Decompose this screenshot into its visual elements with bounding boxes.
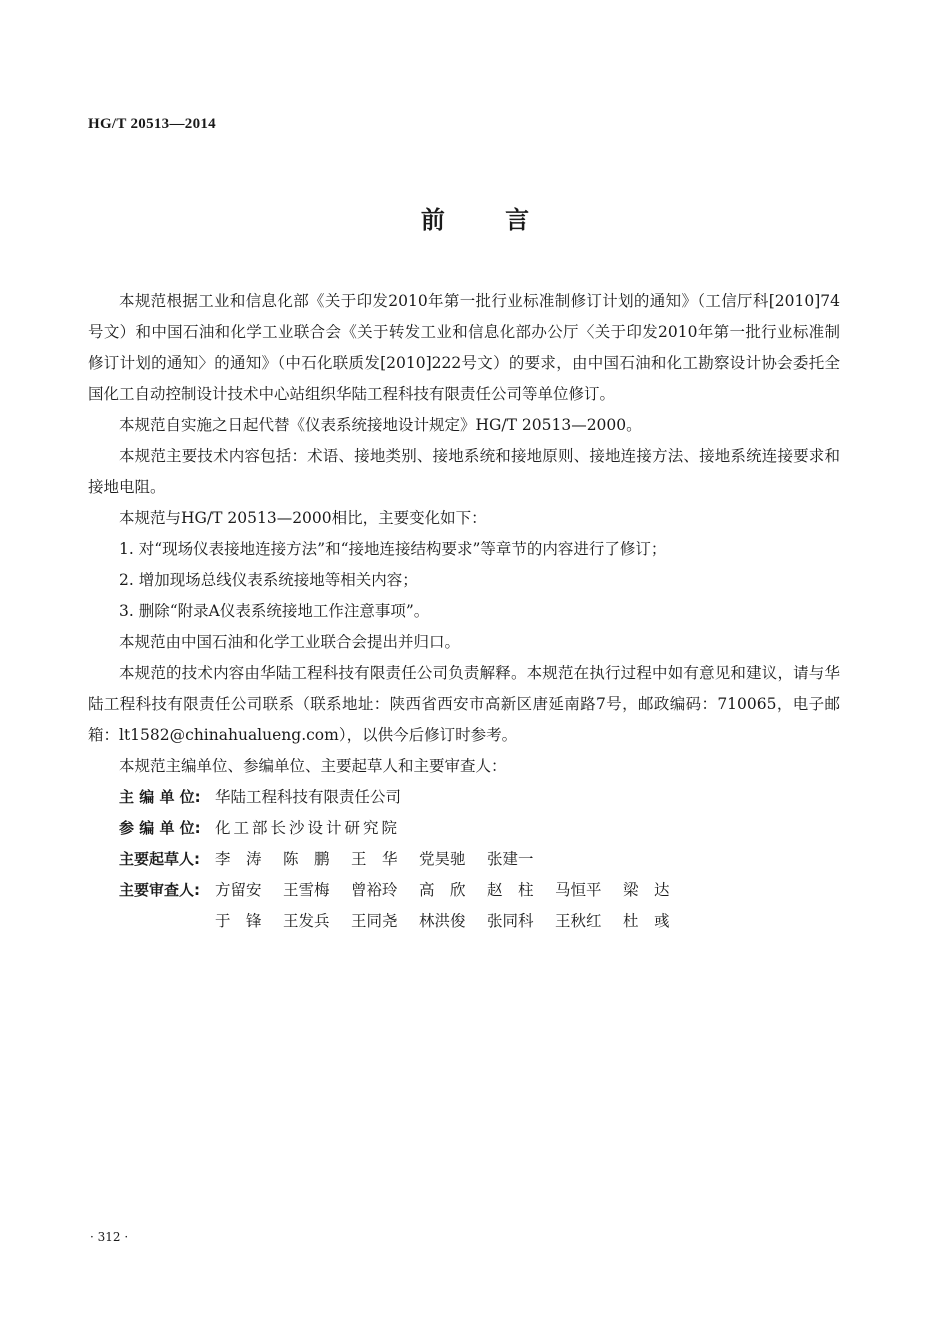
drafter-name: 党昊驰 [419,850,466,868]
drafter-name: 陈 鹏 [283,850,330,868]
reviewer-name: 张同科 [487,912,534,930]
reviewers-row-2 [119,906,840,937]
reviewer-name: 林洪俊 [419,912,466,930]
drafters-row [119,844,840,875]
reviewer-name: 马恒平 [555,881,602,899]
paragraph-basis: 本规范根据工业和信息化部《关于印发2010年第一批行业标准制修订计划的通知》（工信厅科[2010]74号文）和中国石油和化学工业联合会《关于转发工业和信息化部办公厅〈关于印发2010年第一批行业标准制修订计划的通知〉的通知》（中石化联质发[2010]222号文）的要求，由中国石油和化工勘察设计协会委托全国化工自动控制设计技术中心站组织华陆工程科技有限责任公司等单位修订。 [88,292,840,403]
reviewers-label: 主要审查人: [119,881,201,899]
standard-code: HG/T 20513—2014 [88,116,216,132]
participant-unit-value: 化工部长沙设计研究院 [215,819,401,837]
drafter-name: 王 华 [351,850,398,868]
drafter-name: 张建一 [487,850,534,868]
reviewers-names-1 [215,875,691,906]
chief-unit-value: 华陆工程科技有限责任公司 [215,788,402,806]
reviewer-name: 王雪梅 [283,881,330,899]
paragraph-changes: 本规范与HG/T 20513—2000相比，主要变化如下： [119,509,487,527]
participant-unit-label: 参 编 单 位: [119,819,201,837]
reviewers-row-1 [119,875,840,906]
title-char-1: 前 [420,206,445,234]
paragraph-proposed-by: 本规范由中国石油和化学工业联合会提出并归口。 [119,633,461,651]
drafter-name: 李 涛 [215,850,262,868]
drafters-label: 主要起草人: [119,850,201,868]
reviewer-name: 王发兵 [283,912,330,930]
page-number: · 312 · [90,1230,129,1244]
chief-unit-label: 主 编 单 位: [119,788,201,806]
reviewer-name: 赵 柱 [487,881,534,899]
drafters-names [215,844,555,875]
reviewer-name: 方留安 [215,881,262,899]
title-char-2: 言 [505,206,530,234]
change-item-3: 3. 删除“附录A仪表系统接地工作注意事项”。 [119,602,430,620]
participant-unit-row [119,813,840,844]
reviewer-name: 曾裕玲 [351,881,398,899]
page-title [0,200,950,235]
reviewer-name: 于 锋 [215,912,262,930]
foreword-body [88,286,840,937]
reviewer-name: 高 欣 [419,881,466,899]
staff-list [88,782,840,937]
paragraph-staff-intro: 本规范主编单位、参编单位、主要起草人和主要审查人： [119,757,507,775]
paragraph-interpretation: 本规范的技术内容由华陆工程科技有限责任公司负责解释。本规范在执行过程中如有意见和建议，请与华陆工程科技有限责任公司联系（联系地址：陕西省西安市高新区唐延南路7号，邮政编码：710065，电子邮箱：lt1582@chinahualueng.com），以供今后修订时参考。 [88,664,840,744]
change-item-2: 2. 增加现场总线仪表系统接地等相关内容； [119,571,418,589]
paragraph-contents: 本规范主要技术内容包括：术语、接地类别、接地系统和接地原则、接地连接方法、接地系统连接要求和接地电阻。 [88,447,840,496]
reviewer-name: 王秋红 [555,912,602,930]
reviewer-name: 王同尧 [351,912,398,930]
reviewer-name: 杜 彧 [623,912,670,930]
reviewer-name: 梁 达 [623,881,670,899]
chief-unit-row [119,782,840,813]
change-item-1: 1. 对“现场仪表接地连接方法”和“接地连接结构要求”等章节的内容进行了修订； [119,540,667,558]
paragraph-supersedes: 本规范自实施之日起代替《仪表系统接地设计规定》HG/T 20513—2000。 [119,416,642,434]
reviewers-names-2 [215,906,691,937]
